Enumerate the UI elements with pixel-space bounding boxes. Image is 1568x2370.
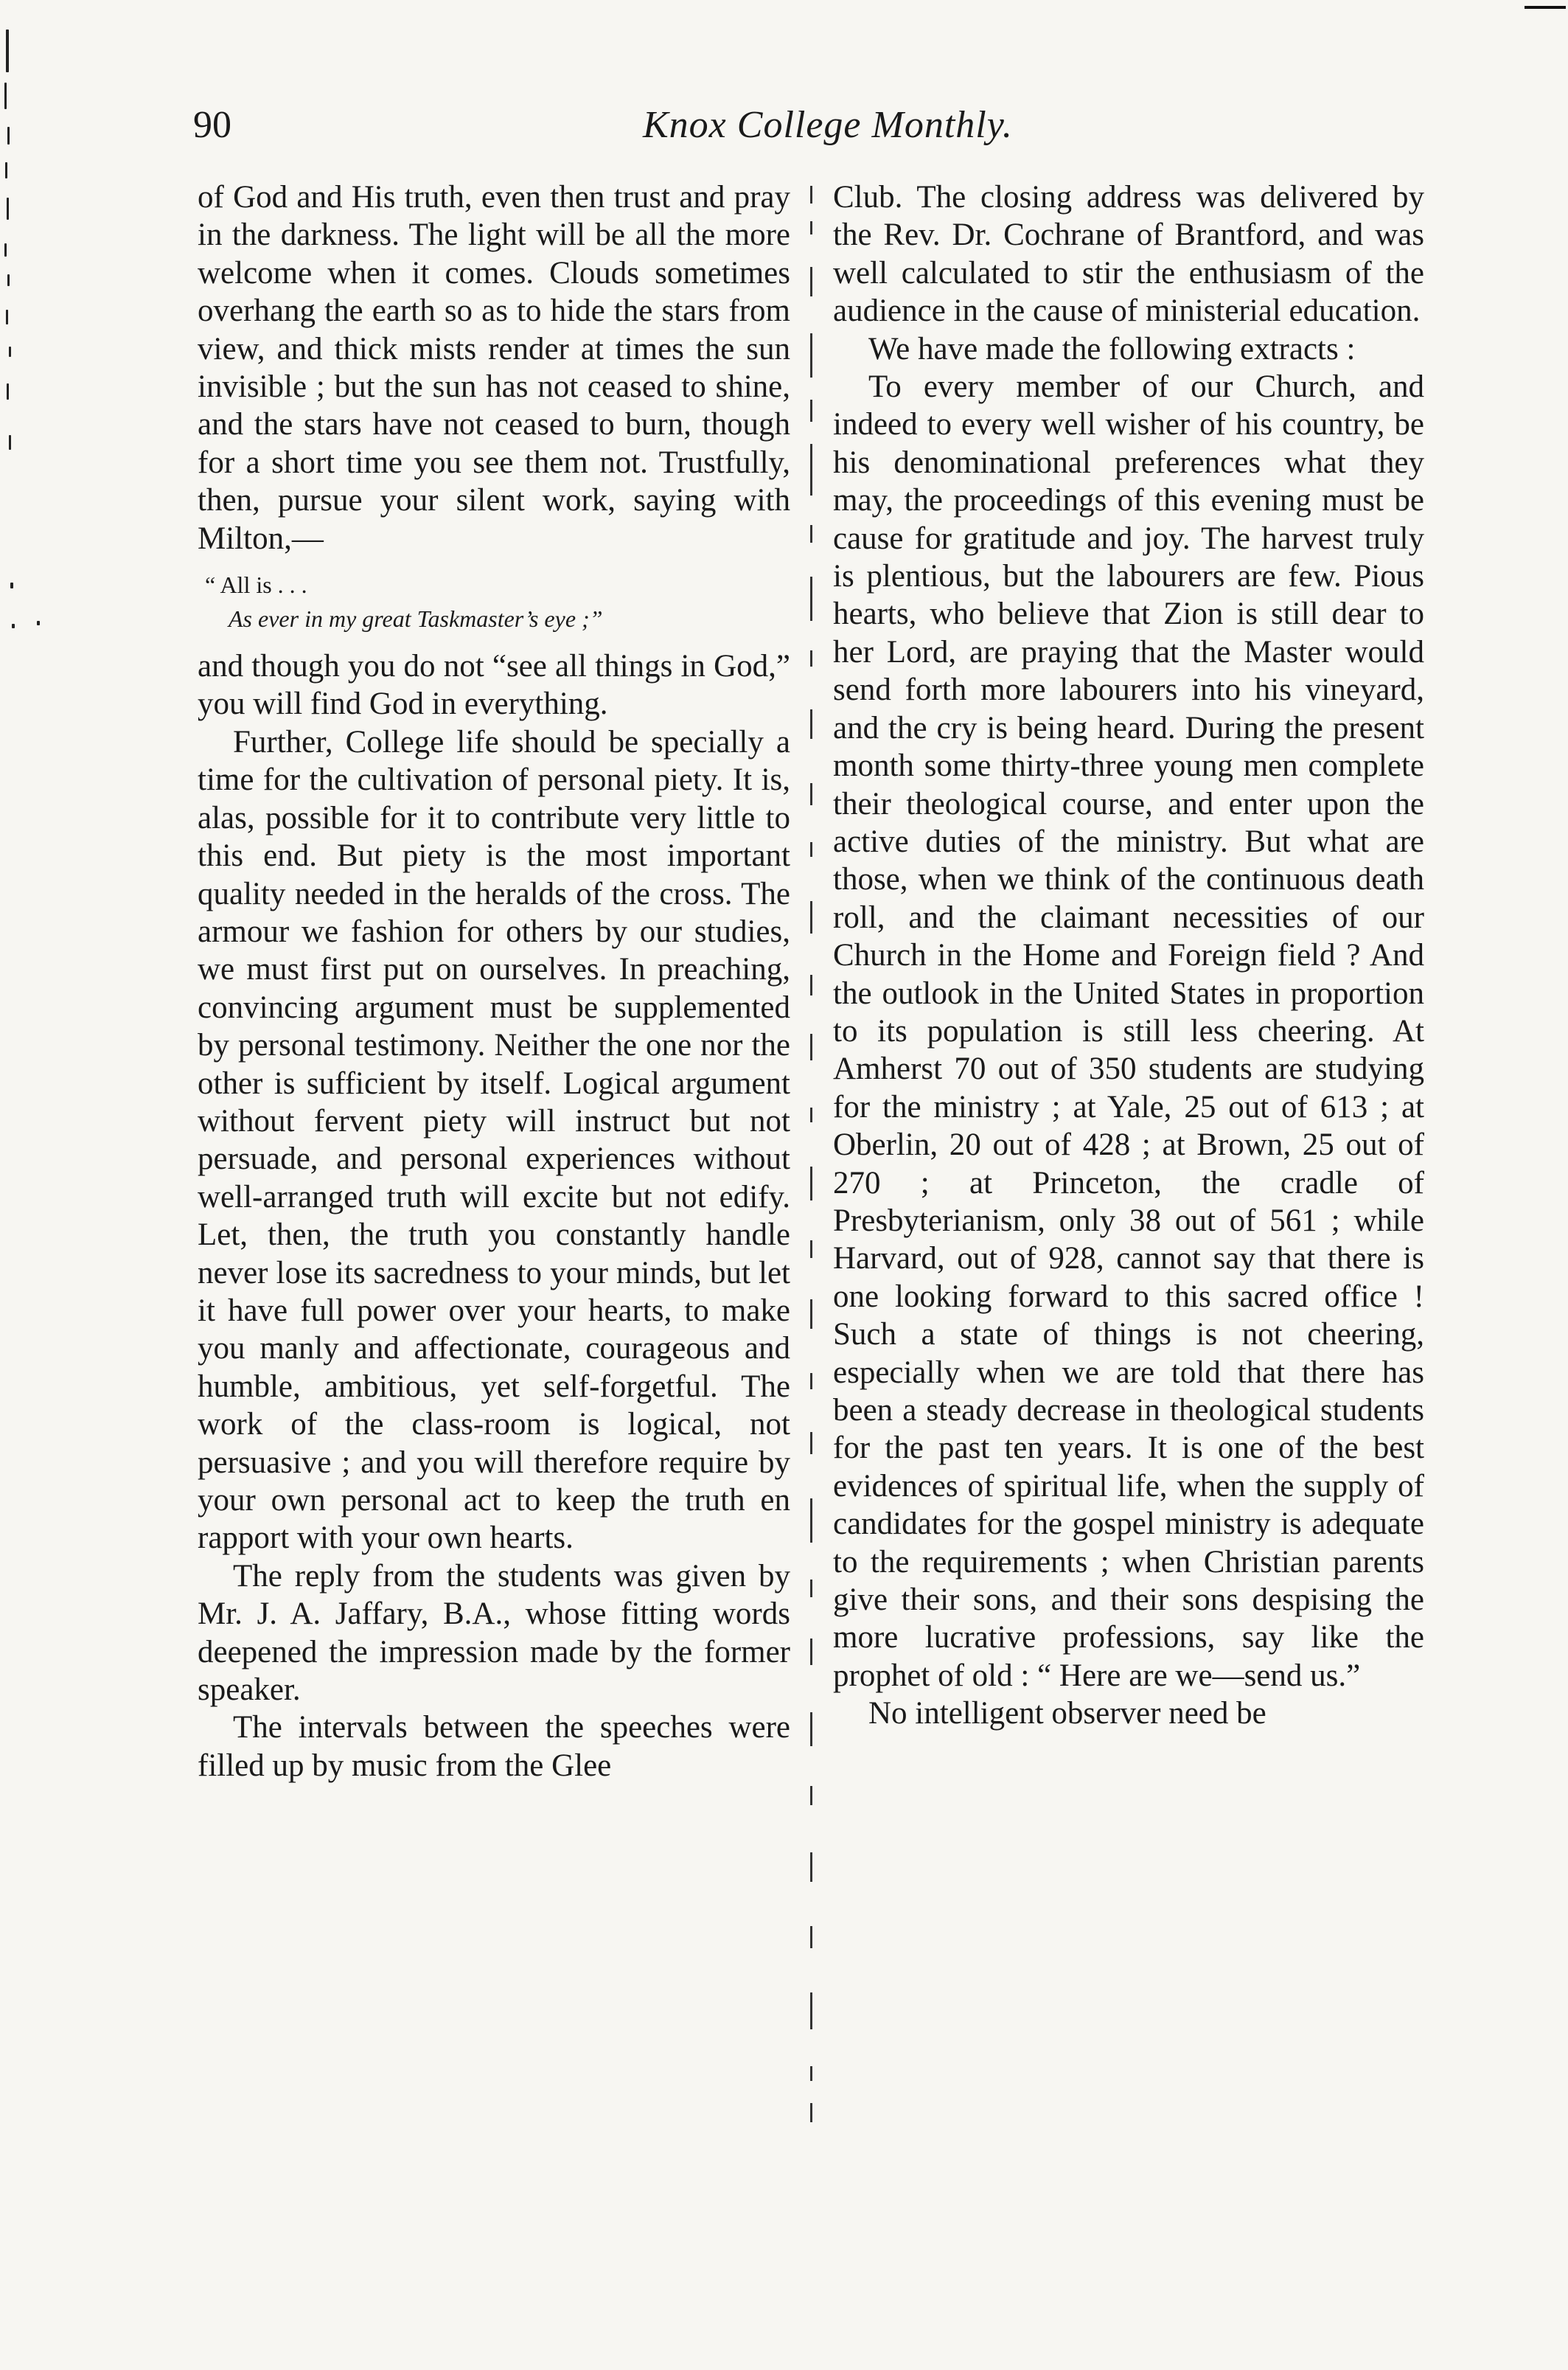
- left-paragraph-5: The intervals between the speeches were filled up by music from the Glee: [198, 1710, 790, 1783]
- left-column: [198, 178, 790, 1785]
- quotation-line-2: As ever in my great Taskmaster’s eye ;”: [229, 605, 603, 633]
- left-paragraph-1: of God and His truth, even then trust and pray in the darkness. The light will be all the more welcome when it comes. Clouds sometimes overhang the earth so as to hide the stars from view, and thick mists render at times the sun invisible ; but the sun has not ceased to shine, and the stars have not ceased to burn, though for a short time you see them not. Trustfully, then, pursue your silent work, saying with Milton,—: [198, 180, 790, 556]
- right-paragraph-1: Club. The closing address was delivered by the Rev. Dr. Cochrane of Brantford, and was well calculated to stir the enthusiasm of the audience in the cause of ministerial education.: [833, 180, 1424, 329]
- right-paragraph-2: We have made the following extracts :: [868, 331, 1356, 366]
- running-header: [193, 103, 1446, 147]
- milton-quotation: [198, 568, 790, 636]
- running-title: Knox College Monthly.: [643, 104, 1013, 146]
- gutter-scan-marks: [0, 0, 66, 664]
- right-paragraph-3: To every member of our Church, and indeed to every well wisher of his country, be his denominational preferences what they may, the proceedings of this evening must be cause for gratitude and joy. The harvest truly is plentious, but the labourers are few. Pious hearts, who believe that Zion is still dear to her Lord, are praying that the Master would send forth more labourers into his vineyard, and the cry is being heard. During the present month some thirty-three young men complete their theological course, and enter upon the active duties of the ministry. But what are those, when we think of the continuous death roll, and the claimant necessities of our Church in the Home and Foreign field ? And the outlook in the United States in proportion to its population is still less cheering. At Amherst 70 out of 350 students are studying for the ministry ; at Yale, 25 out of 613 ; at Oberlin, 20 out of 428 ; at Brown, 25 out of 270 ; at Princeton, the cradle of Presbyterianism, only 38 out of 561 ; while Harvard, out of 928, cannot say that there is one looking forward to this sacred office ! Such a state of things is not cheering, especially when we are told that there has been a steady decrease in theological students for the past ten years. It is one of the best evidences of spiritual life, when the supply of candidates for the gospel ministry is adequate to the requirements ; when Christian parents give their sons, and their sons despising the more lucrative professions, say like the prophet of old : “ Here are we—send us.”: [833, 369, 1424, 1693]
- right-paragraph-4: No intelligent observer need be: [868, 1696, 1266, 1731]
- column-divider: [810, 178, 812, 2125]
- right-column: [833, 178, 1424, 1733]
- left-paragraph-3: Further, College life should be specially a time for the cultivation of personal piety. It is, alas, possible for it to contribute very little to this end. But piety is the most important quality needed in the heralds of the cross. The armour we fashion for others by our studies, we must first put on ourselves. In preaching, convincing argument must be supplemented by personal testimony. Neither the one nor the other is sufficient by itself. Logical argument without fervent piety will instruct but not persuade, and personal experiences without well-arranged truth will excite but not edify. Let, then, the truth you constantly handle never lose its sacredness to your minds, but let it have full power over your hearts, to make you manly and affectionate, courageous and humble, ambitious, yet self-forgetful. The work of the class-room is logical, not persuasive ; and you will therefore require by your own personal act to keep the truth en rapport with your own hearts.: [198, 724, 790, 1556]
- top-edge-rule: [1525, 6, 1566, 9]
- quotation-line-1: “ All is . . .: [205, 571, 307, 599]
- left-paragraph-4: The reply from the students was given by Mr. J. A. Jaffary, B.A., whose fitting words deepened the impression made by the former speaker.: [198, 1558, 790, 1708]
- left-paragraph-2: and though you do not “see all things in God,” you will find God in everything.: [198, 649, 790, 722]
- page-number: 90: [193, 104, 231, 146]
